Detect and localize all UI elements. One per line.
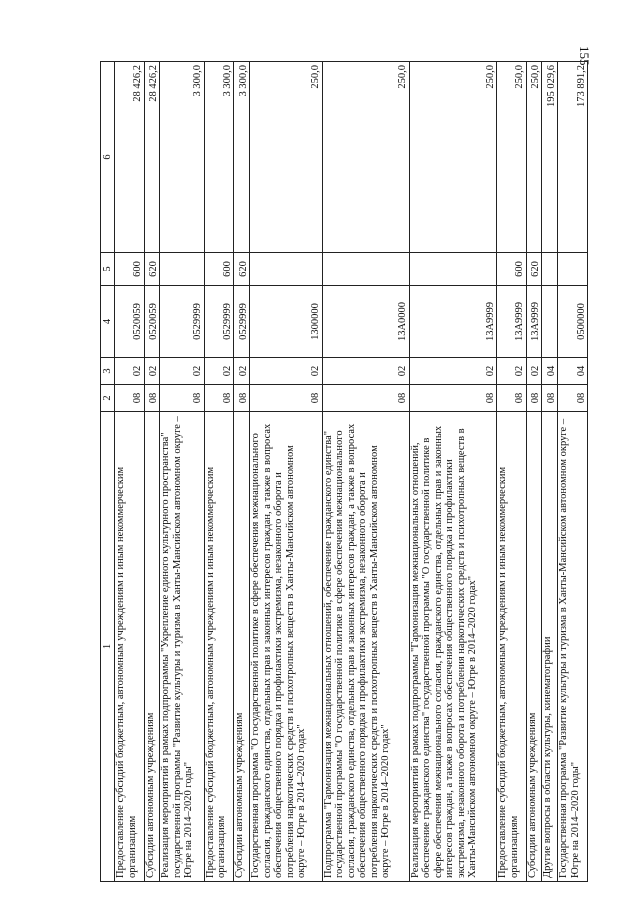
row-name: Государственная программа "О государственной политике в сфере обеспечения межнационального согласия, гражданского единства, отдельных прав и законных интересов граждан, а также в вопросах обеспечения общественного порядка и профилактики экстремизма, незаконного оборота и потребления наркотических средств и психотропных веществ в Ханты-Мансийском автономном округе – Югре в 2014–2020 годах"	[250, 412, 323, 882]
row-name: Предоставление субсидий бюджетным, автономным учреждениям и иным некоммерческим организациям	[115, 412, 145, 882]
row-expense-type-code	[409, 253, 496, 286]
row-amount: 3 300,0	[204, 62, 234, 253]
row-subsection-code: 02	[409, 358, 496, 385]
row-expense-type-code: 600	[204, 253, 234, 286]
row-section-code: 08	[250, 385, 323, 412]
row-expense-type-code: 620	[144, 253, 160, 286]
column-header: 2	[101, 385, 115, 412]
row-section-code: 08	[542, 385, 558, 412]
row-section-code: 08	[234, 385, 250, 412]
row-amount: 28 426,2	[115, 62, 145, 253]
budget-table-sheet	[100, 62, 588, 882]
row-name: Другие вопросы в области культуры, кинематографии	[542, 412, 558, 882]
row-name: Государственная программа "Развитие культуры и туризма в Ханты-Мансийском автономном округе – Югре на 2014–2020 годы"	[558, 412, 588, 882]
row-name: Предоставление субсидий бюджетным, автономным учреждениям и иным некоммерческим организациям	[497, 412, 527, 882]
row-subsection-code: 02	[250, 358, 323, 385]
column-header: 5	[101, 253, 115, 286]
table-row	[250, 62, 323, 882]
row-subsection-code: 02	[160, 358, 204, 385]
row-amount: 3 300,0	[234, 62, 250, 253]
row-target-article-code: 0529999	[234, 286, 250, 358]
row-section-code: 08	[115, 385, 145, 412]
column-header: 4	[101, 286, 115, 358]
row-expense-type-code: 600	[497, 253, 527, 286]
column-header: 3	[101, 358, 115, 385]
row-amount: 250,0	[526, 62, 542, 253]
row-target-article-code: 13А9999	[409, 286, 496, 358]
row-subsection-code: 04	[542, 358, 558, 385]
row-section-code: 08	[322, 385, 409, 412]
row-target-article-code: 0529999	[204, 286, 234, 358]
row-amount: 173 891,2	[558, 62, 588, 253]
table-row	[409, 62, 496, 882]
row-name: Субсидии автономным учреждениям	[526, 412, 542, 882]
row-section-code: 08	[204, 385, 234, 412]
row-target-article-code: 13А9999	[497, 286, 527, 358]
row-expense-type-code	[322, 253, 409, 286]
column-header: 6	[101, 62, 115, 253]
table-row	[234, 62, 250, 882]
row-amount: 28 426,2	[144, 62, 160, 253]
row-section-code: 08	[526, 385, 542, 412]
table-row	[558, 62, 588, 882]
row-target-article-code: 0520059	[115, 286, 145, 358]
row-subsection-code: 02	[234, 358, 250, 385]
row-target-article-code: 0500000	[558, 286, 588, 358]
row-amount: 195 029,6	[542, 62, 558, 253]
table-row	[144, 62, 160, 882]
row-subsection-code: 04	[558, 358, 588, 385]
row-subsection-code: 02	[526, 358, 542, 385]
table-header-row	[101, 62, 115, 882]
row-expense-type-code: 600	[115, 253, 145, 286]
row-subsection-code: 02	[204, 358, 234, 385]
column-header: 1	[101, 412, 115, 882]
row-amount: 250,0	[250, 62, 323, 253]
row-target-article-code: 13А9999	[526, 286, 542, 358]
row-amount: 250,0	[497, 62, 527, 253]
page-number: 155	[577, 46, 592, 66]
row-name: Субсидии автономным учреждениям	[144, 412, 160, 882]
row-amount: 3 300,0	[160, 62, 204, 253]
table-row	[322, 62, 409, 882]
row-subsection-code: 02	[497, 358, 527, 385]
table-row	[160, 62, 204, 882]
row-target-article-code: 0529999	[160, 286, 204, 358]
row-section-code: 08	[409, 385, 496, 412]
row-expense-type-code	[542, 253, 558, 286]
row-expense-type-code: 620	[234, 253, 250, 286]
table-row	[204, 62, 234, 882]
table-row	[115, 62, 145, 882]
row-name: Предоставление субсидий бюджетным, автономным учреждениям и иным некоммерческим организациям	[204, 412, 234, 882]
row-section-code: 08	[558, 385, 588, 412]
row-expense-type-code	[250, 253, 323, 286]
row-target-article-code: 13А0000	[322, 286, 409, 358]
row-name: Реализация мероприятий в рамках подпрограммы "Укрепление единого культурного пространства" государственной программы "Развитие культуры и туризма в Ханты-Мансийском автономном округе – Югре на 2014–2020 годы"	[160, 412, 204, 882]
row-subsection-code: 02	[144, 358, 160, 385]
row-expense-type-code	[558, 253, 588, 286]
row-name: Реализация мероприятий в рамках подпрограммы "Гармонизация межнациональных отношений, обеспечение гражданского единства" государственной программы "О государственной политике в сфере обеспечения межнационального согласия, гражданского единства, отдельных прав и законных интересов граждан, а также в вопросах обеспечения общественного порядка и профилактики экстремизма, незаконного оборота и потребления наркотических средств и психотропных веществ в Ханты-Мансийском автономном округе – Югре в 2014–2020 годах"	[409, 412, 496, 882]
row-subsection-code: 02	[115, 358, 145, 385]
row-section-code: 08	[497, 385, 527, 412]
row-section-code: 08	[144, 385, 160, 412]
table-row	[497, 62, 527, 882]
row-name: Подпрограмма "Гармонизация межнациональных отношений, обеспечение гражданского единства" государственной программы "О государственной политике в сфере обеспечения межнационального согласия, гражданского единства, отдельных прав и законных интересов граждан, а также в вопросах обеспечения общественного порядка и профилактики экстремизма, незаконного оборота и потребления наркотических средств и психотропных веществ в Ханты-Мансийском автономном округе – Югре в 2014–2020 годах"	[322, 412, 409, 882]
budget-table	[100, 61, 588, 882]
row-subsection-code: 02	[322, 358, 409, 385]
row-expense-type-code	[160, 253, 204, 286]
table-row	[526, 62, 542, 882]
row-amount: 250,0	[322, 62, 409, 253]
row-target-article-code: 0520059	[144, 286, 160, 358]
row-target-article-code	[542, 286, 558, 358]
table-row	[542, 62, 558, 882]
row-section-code: 08	[160, 385, 204, 412]
row-amount: 250,0	[409, 62, 496, 253]
row-target-article-code: 1300000	[250, 286, 323, 358]
row-name: Субсидии автономным учреждениям	[234, 412, 250, 882]
row-expense-type-code: 620	[526, 253, 542, 286]
